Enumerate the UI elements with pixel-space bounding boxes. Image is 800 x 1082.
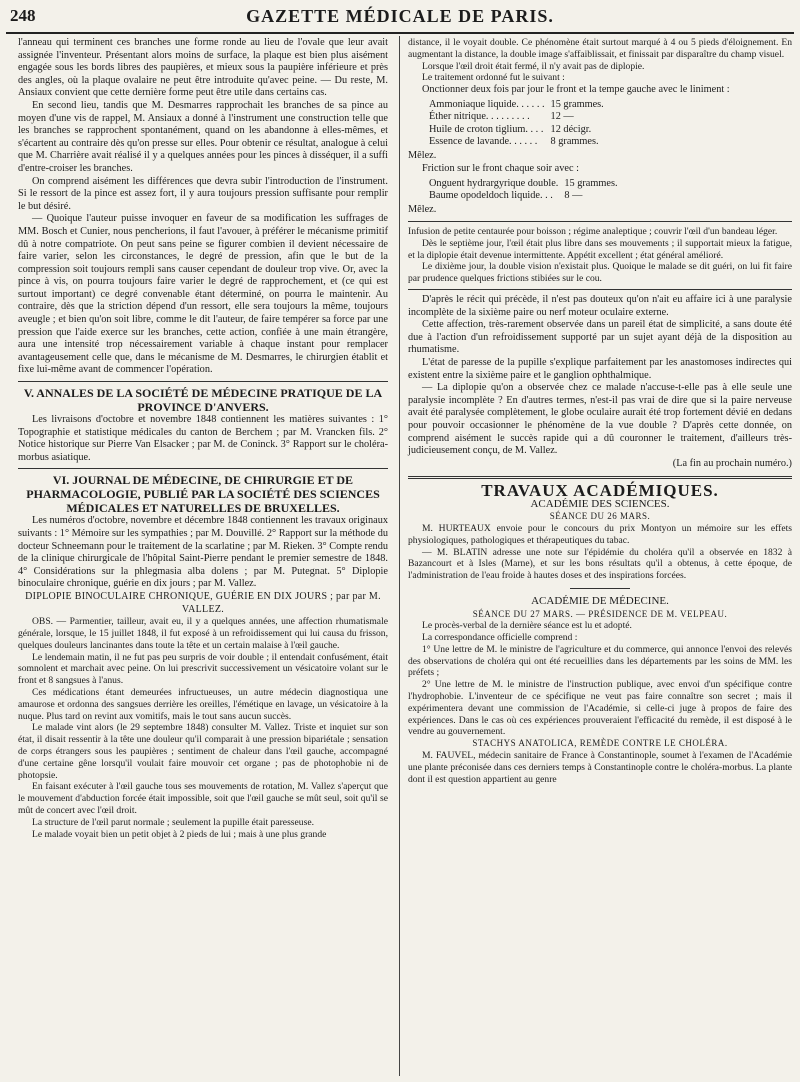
paragraph: M. FAUVEL, médecin sanitaire de France à Constantinople, soumet à l'examen de l'Académie une plante préconisée dans ces derniers temps à Constantinople contre le choléra-morbus. La plante dont il est question appartient au genre: [408, 750, 792, 785]
paragraph: Dès le septième jour, l'œil était plus libre dans ses mouvements ; il supportait mieux la fatigue, et la diplopie était devenue intermittente. Appétit excellent ; état général amélioré.: [408, 237, 792, 261]
paragraph: Le malade vint alors (le 29 septembre 1848) consulter M. Vallez. Triste et inquiet sur son état, il disait ressentir à la tête une douleur qu'il comparait à une pression bipariétale ; sensation de corps étrangers sous les paupières ; sentiment de chaleur dans l'œil gauche, accompagné d'une certaine gêne lorsqu'il voulait faire mouvoir cet organe ; pas de photophobie ni de photopsie.: [18, 722, 388, 781]
paragraph: La structure de l'œil parut normale ; seulement la pupille était paresseuse.: [32, 816, 314, 828]
recipe-instruction: Mêlez.: [408, 150, 437, 162]
paragraph: l'anneau qui terminent ces branches une forme ronde au lieu de l'ovale que leur avait assignée l'inventeur. Présentant alors moins de surface, la plaque est bien plus aisément engagée sous les bords libres des paupières, et mieux sous la paupière inférieure et près des angles, où la plaque ovalaire ne peut être introduite qu'avec peine. — Du reste, M. Ansiaux convient que cette dernière forme peut être utile dans certains cas.: [18, 37, 388, 99]
column-divider: [399, 36, 400, 1076]
section-title: TRAVAUX ACADÉMIQUES.: [481, 481, 719, 501]
section-divider: [408, 476, 792, 479]
paragraph: 2° Une lettre de M. le ministre de l'instruction publique, avec envoi d'un spécifique contre l'hydrophobie. L'inventeur de ce spécifique ne veut pas faire connaître son secret ; mais il expérimentera devant une commission de l'Académie, si celle-ci juge à propos de faire des expériences. Dans le cas où ces expériences prouveraient l'efficacité du remède, il est disposé à le vendre au gouvernement.: [408, 679, 792, 738]
section-divider: [570, 588, 630, 589]
recipe-row: [426, 111, 607, 123]
paragraph: M. HURTEAUX envoie pour le concours du prix Montyon un mémoire sur les effets physiologiques, pathologiques et thérapeutiques du tabac.: [408, 523, 792, 546]
paragraph: On comprend aisément les différences que devra subir l'introduction de l'instrument. Si le ressort de la pince est assez fort, il y aura toujours pression suffisante pour remplir le but désiré.: [18, 175, 388, 212]
session-heading: SÉANCE DU 27 MARS. — PRÉSIDENCE DE M. VELPEAU.: [472, 608, 728, 619]
recipe-row: [426, 124, 607, 136]
session-heading: SÉANCE DU 26 MARS.: [549, 511, 651, 522]
paragraph: OBS. — Parmentier, tailleur, avait eu, il y a quelques années, une affection rhumatismale générale, lorsque, le 15 juillet 1848, il fut exposé à un refroidissement qui lui causa du frisson, quelques douleurs lancinantes dans toute la tête et un certain malaise à l'œil gauche.: [18, 616, 388, 651]
recipe-instruction: Mêlez.: [408, 204, 437, 216]
recipe-quantity: 15 grammes.: [550, 98, 604, 110]
paragraph: En faisant exécuter à l'œil gauche tous ses mouvements de rotation, M. Vallez s'aperçut que le mouvement d'abduction forcée était impossible, soit que l'œil gauche se mût seul, soit qu'il se mût de concert avec l'œil droit.: [18, 781, 388, 816]
section-divider: [18, 468, 388, 469]
left-column: [18, 37, 388, 840]
paragraph: Friction sur le front chaque soir avec :: [422, 163, 579, 174]
recipe-quantity: 12 décigr.: [550, 123, 592, 135]
recipe-quantity: 8 —: [564, 190, 583, 201]
academy-heading: ACADÉMIE DES SCIENCES.: [530, 497, 670, 510]
recipe-row: [426, 178, 621, 190]
paragraph: — M. BLATIN adresse une note sur l'épidémie du choléra qu'il a observée en 1832 à Bazancourt et à Isles (Marne), et sur les bons résultats qu'il a obtenus, à cette époque, de l'administration de l'eau froide à hautes doses et des inspirations forcées.: [408, 546, 792, 582]
paragraph: — La diplopie qu'on a observée chez ce malade n'accuse-t-elle pas à elle seule une paralysie incomplète ? En d'autres termes, n'est-il pas vrai de dire que si la paire nerveuse avait été paralysée complètement, le globe oculaire aurait été trop fortement dévié en dedans pour pouvoir occasionner le phénomène de la vue double ? D'après cette donnée, on comprend aisément le succès rapide qui a dû couronner le traitement, d'ailleurs très-judicieusement conçu, de M. Vallez.: [408, 382, 792, 457]
recipe-row: [426, 99, 607, 111]
page-number: 248: [10, 6, 36, 25]
running-title: GAZETTE MÉDICALE DE PARIS.: [246, 6, 554, 26]
paragraph: Le traitement ordonné fut le suivant :: [422, 72, 565, 84]
paragraph: Les livraisons d'octobre et novembre 1848 contiennent les matières suivantes : 1° Topographie et statistique médicales du canton de Berchem ; par M. Vrancken fils. 2° Notice historique sur Pierre Van Elsacker ; par M. de Coninck. 3° Rapport sur le choléra-morbus asiatique.: [18, 414, 388, 463]
academy-heading: ACADÉMIE DE MÉDECINE.: [531, 595, 669, 608]
recipe-ingredient: Huile de croton tiglium. . . .: [429, 123, 544, 135]
recipe-table: [426, 99, 607, 149]
paragraph: L'état de paresse de la pupille s'explique parfaitement par les anastomoses indirectes qui existent entre la sixième paire et le ganglion ophthalmique.: [408, 356, 792, 381]
recipe-row: [426, 136, 607, 148]
paragraph: Le lendemain matin, il ne fut pas peu surpris de voir double ; il entendait confusément, était somnolent et marchait avec peine. On lui prescrivit successivement un vésicatoire volant sur le front et 8 sangsues à l'anus.: [18, 651, 388, 687]
recipe-table: [426, 178, 621, 203]
recipe-ingredient: Ammoniaque liquide. . . . . .: [429, 98, 545, 110]
paragraph: Le procès-verbal de la dernière séance est lu et adopté.: [422, 620, 632, 632]
recipe-row: [426, 190, 621, 202]
section-divider: [408, 289, 792, 290]
paragraph: 1° Une lettre de M. le ministre de l'agriculture et du commerce, qui annonce l'envoi des relevés des observations de choléra qui ont été recueillies dans les départements par les soins de MM. les préfets ;: [408, 643, 792, 679]
section-heading: VI. JOURNAL DE MÉDECINE, DE CHIRURGIE ET DE PHARMACOLOGIE, PUBLIÉ PAR LA SOCIÉTÉ DES SCIENCES MÉDICALES ET NATURELLES DE BRUXELLES.: [26, 473, 380, 516]
recipe-ingredient: Baume opodeldoch liquide. . .: [429, 190, 553, 201]
paragraph: Cette affection, très-rarement observée dans un pareil état de simplicité, a sans doute été due à l'action d'un refroidissement supporté par un sujet ayant déjà de la disposition au rhumatisme.: [408, 319, 792, 356]
recipe-quantity: 8 grammes.: [550, 136, 599, 147]
paragraph: Ces médications étant demeurées infructueuses, un autre médecin diagnostiqua une amaurose et ordonna des sangsues derrière les oreilles, l'émétique en lavage, un vésicatoire à la nuque. Plus tard on revint aux vomitifs, mais le tout sans aucun succès.: [18, 686, 388, 722]
paragraph: Le malade voyait bien un petit objet à 2 pieds de lui ; mais à une plus grande: [32, 828, 327, 840]
section-heading: V. ANNALES DE LA SOCIÉTÉ DE MÉDECINE PRATIQUE DE LA PROVINCE D'ANVERS.: [23, 386, 383, 415]
paragraph: D'après le récit qui précède, il n'est pas douteux qu'on n'ait eu affaire ici à une paralysie incomplète de la sixième paire ou nerf moteur oculaire externe.: [408, 293, 792, 318]
section-divider: [408, 221, 792, 222]
paragraph: La correspondance officielle comprend :: [422, 632, 578, 644]
paragraph: Le dixième jour, la double vision n'existait plus. Quoique le malade se dit guéri, on lui fit faire par prudence quelques frictions stibiées sur le cou.: [408, 261, 792, 285]
paragraph: Onctionner deux fois par jour le front et la tempe gauche avec le liniment :: [422, 84, 730, 96]
paragraph: En second lieu, tandis que M. Desmarres rapprochait les branches de sa pince au moyen d'une vis de rappel, M. Ansiaux a donné à l'instrument une construction telle que les branches se rapprochent spontanément, quand on les abandonne à elles-mêmes, et s'écartent au contraire dès qu'on presse sur elles. Pour obtenir ce résultat, analogue à celui que M. Charrière avait réalisé il y a quelques années pour les pinces à disséquer, il a suffi d'entre-croiser les branches.: [18, 99, 388, 174]
section-divider: [18, 381, 388, 382]
recipe-quantity: 15 grammes.: [564, 177, 618, 189]
paragraph: — Quoique l'auteur puisse invoquer en faveur de sa modification les suffrages de MM. Bosch et Cunier, nous pencherions, il faut l'avouer, à préférer le mécanisme primitif dû à notre compatriote. On peut sans peine se figurer combien il devient nécessaire de faire varier, selon les circonstances, le degré de pression, afin que le but de la compression soit toujours rempli sans causer cependant de douleur trop vive. Or, avec la pince à vis, on pourra toujours faire varier le degré de rapprochement, et (ce qui est surtout important) ce degré convenable étant déterminé, on pourra le maintenir. Au contraire, dès que la striction dépend d'un ressort, elle sera toujours la même, toujours aveugle ; et bien qu'on soit libre, comme le dit l'auteur, de faire tempérer sa force par une pression que l'aide exerce sur les branches, cette action, confiée à une main étrangère, aura une intensité trop nécessairement variable à chaque instant pour remplacer avantageusement celle que, dans le mécanisme de M. Desmarres, le chirurgien établit et fixe lui-même avant de commencer l'opération.: [18, 213, 388, 376]
article-heading: DIPLOPIE BINOCULAIRE CHRONIQUE, GUÉRIE EN DIX JOURS ; par par M. VALLEZ.: [25, 590, 381, 615]
paragraph: Lorsque l'œil droit était fermé, il n'y avait pas de diplopie.: [422, 60, 645, 72]
recipe-ingredient: Éther nitrique. . . . . . . . .: [429, 111, 530, 123]
recipe-quantity: 12 —: [550, 111, 574, 123]
continuation-note: (La fin au prochain numéro.): [672, 457, 792, 469]
paragraph: distance, il le voyait double. Ce phénomène était surtout marqué à 4 ou 5 pieds d'éloignement. En augmentant la distance, la double image s'affaiblissait, et finissait par disparaître du champ visuel.: [408, 37, 792, 60]
recipe-ingredient: Onguent hydrargyrique double.: [429, 177, 559, 189]
recipe-ingredient: Essence de lavande. . . . . .: [429, 136, 538, 147]
paragraph: Les numéros d'octobre, novembre et décembre 1848 contiennent les travaux originaux suivants : 1° Mémoire sur les sympathies ; par M. Douvillé. 2° Rapport sur la méthode du docteur Schneemann pour le traitement de la scarlatine ; par M. Rieken. 3° Compte rendu de la clinique chirurgicale de l'hôpital Saint-Pierre pendant le premier semestre de 1848. 4° Considérations sur la phlegmasia alba dolens ; par M. Putegnat. 5° Diplopie binoculaire chronique, guérie en dix jours ; par M. Vallez.: [18, 515, 388, 590]
page-header: [6, 4, 794, 34]
right-column: [408, 37, 792, 785]
article-heading: STACHYS ANATOLICA, REMÈDE CONTRE LE CHOLÉRA.: [472, 738, 728, 749]
paragraph: Infusion de petite centaurée pour boisson ; régime analeptique ; couvrir l'œil d'un bandeau léger.: [408, 226, 778, 237]
